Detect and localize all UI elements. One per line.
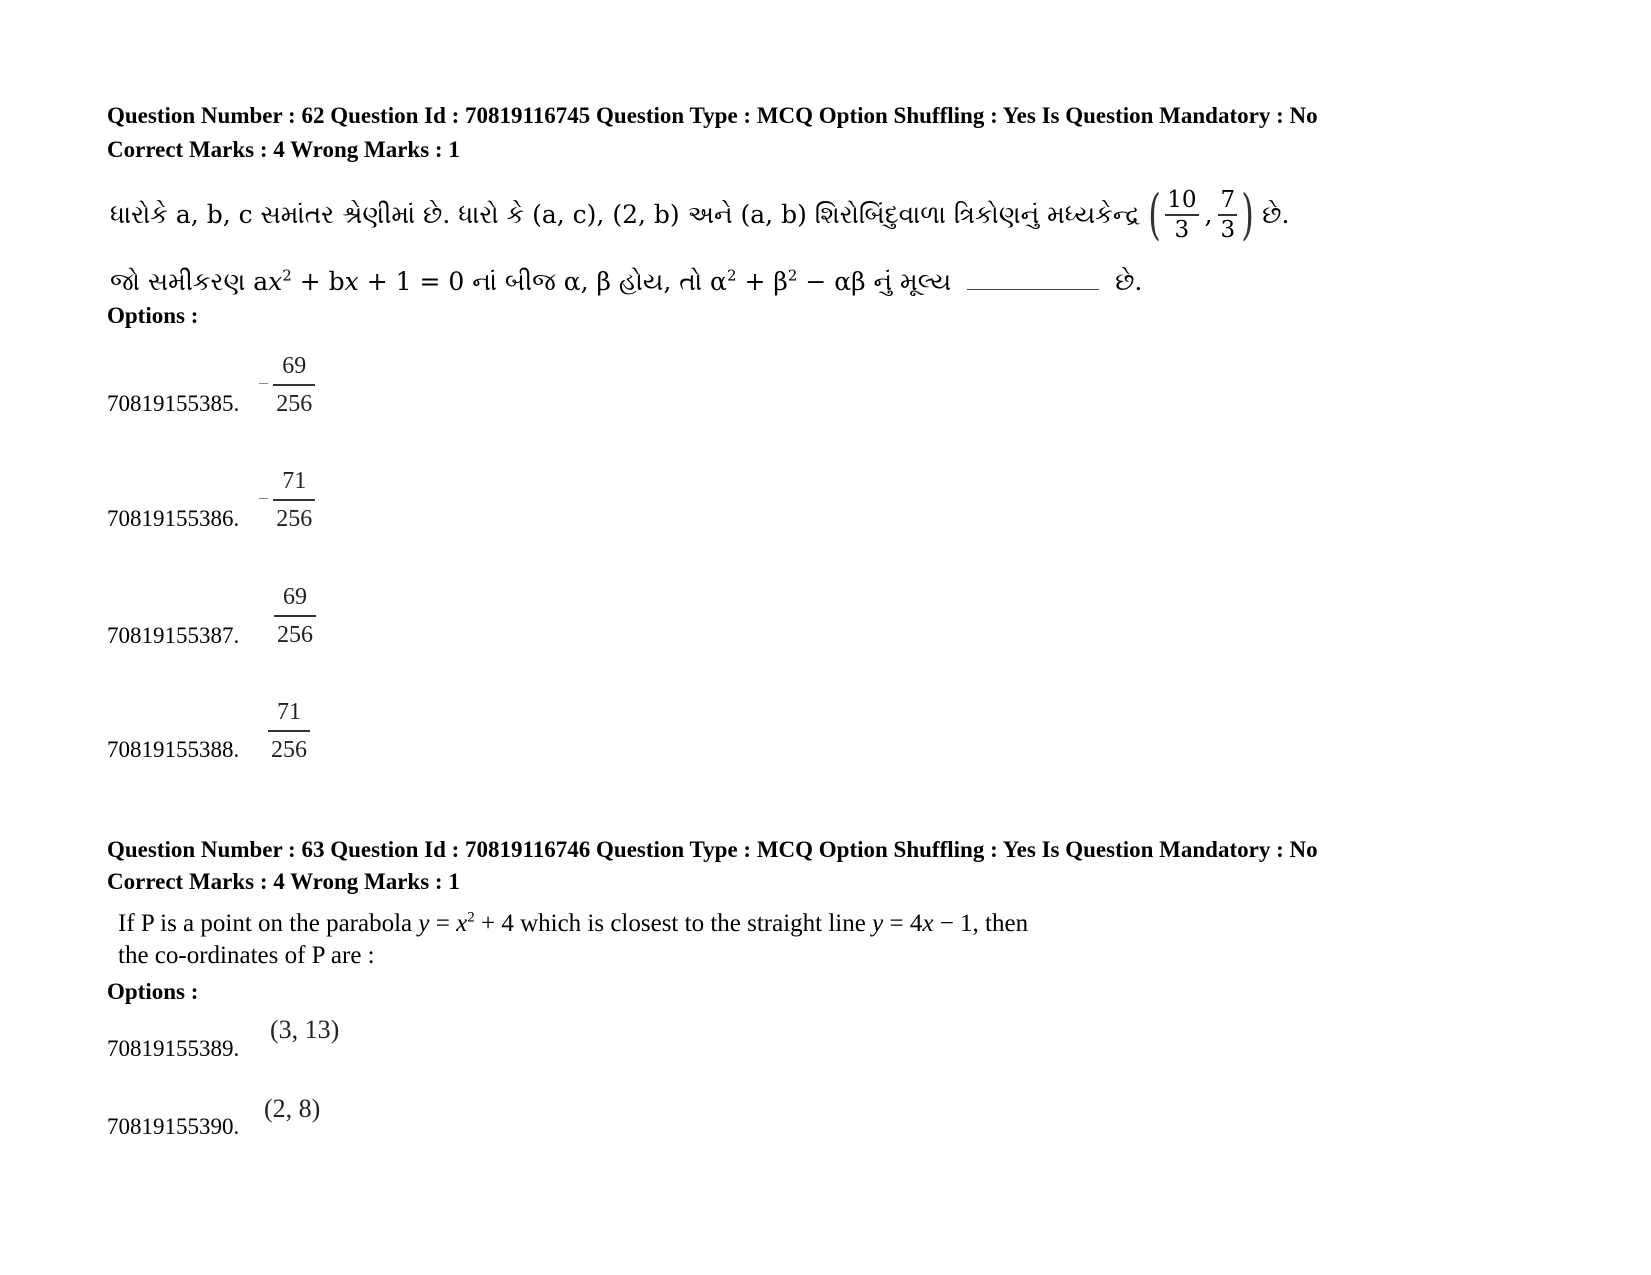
q63-option-1-value: (3, 13) bbox=[270, 1015, 340, 1044]
q62-option-3-num: 69 bbox=[283, 584, 307, 610]
q63-meta-line: Question Number : 63 Question Id : 70819116746 Question Type : MCQ Option Shuffling : Yes Is Question Mandatory : No bbox=[107, 837, 1318, 862]
q62-option-2-num: 71 bbox=[282, 468, 307, 494]
q63-option-2-value: (2, 8) bbox=[264, 1094, 321, 1123]
q62-line2-part-b: + b bbox=[299, 267, 345, 296]
q62-line1-end: છે. bbox=[1262, 200, 1290, 229]
q63-question-line-2: the co-ordinates of P are : bbox=[118, 942, 375, 969]
q63-var-y2: y bbox=[872, 910, 884, 937]
centroid-x-num: 10 bbox=[1167, 187, 1197, 214]
q62-option-2-fraction bbox=[258, 467, 315, 533]
centroid-y-fraction bbox=[1218, 188, 1237, 242]
q62-option-4-fraction bbox=[264, 698, 310, 764]
q62-line2-end: છે. bbox=[1115, 267, 1143, 296]
q62-line1-text: ધારોકે a, b, c સમાંતર શ્રેણીમાં છે. ધારો કે (a, c), (2, b) અને (a, b) શિરોબિંદુવાળા ત્રિકોણનું મધ્યકેન્દ્ર bbox=[110, 200, 1141, 229]
q62-meta-line: Question Number : 62 Question Id : 70819116745 Question Type : MCQ Option Shuffling : Yes Is Question Mandatory : No bbox=[107, 103, 1318, 128]
q63-line1-part-d: = 4 bbox=[883, 910, 923, 937]
centroid-x-den: 3 bbox=[1174, 216, 1190, 243]
q62-question-line-2 bbox=[110, 266, 1142, 298]
q62-centroid: ( 10 3 , 7 3 ) bbox=[1148, 183, 1254, 246]
q62-sup-1: 2 bbox=[282, 266, 292, 285]
q63-marks-line: Correct Marks : 4 Wrong Marks : 1 bbox=[107, 869, 460, 894]
q62-question-line-1 bbox=[110, 183, 1290, 246]
q62-option-3-fraction bbox=[270, 583, 316, 649]
q63-line1-part-b: = bbox=[429, 910, 457, 937]
q62-line2-part-d: + β bbox=[744, 267, 788, 296]
q63-sup: 2 bbox=[467, 909, 475, 926]
centroid-x-fraction bbox=[1165, 188, 1198, 242]
q62-sup-3: 2 bbox=[787, 266, 798, 285]
q62-option-1-sign: − bbox=[258, 373, 270, 396]
q63-option-1-id: 70819155389. bbox=[107, 1036, 240, 1061]
q62-option-3-den: 256 bbox=[277, 621, 313, 648]
q62-option-4-id: 70819155388. bbox=[107, 737, 240, 762]
q63-line1-part-a: If P is a point on the parabola bbox=[118, 910, 419, 937]
q62-var-x: x bbox=[268, 267, 283, 296]
q63-var-y: y bbox=[418, 910, 430, 937]
q63-var-x2: x bbox=[922, 910, 934, 937]
q62-option-1-den: 256 bbox=[276, 390, 313, 417]
q62-options-label: Options : bbox=[107, 303, 199, 328]
q62-sup-2: 2 bbox=[726, 266, 737, 285]
q62-var-x2: x bbox=[344, 267, 359, 296]
q62-option-2-den: 256 bbox=[276, 505, 313, 532]
q62-option-2-id: 70819155386. bbox=[107, 506, 240, 531]
q62-option-1-fraction bbox=[258, 352, 315, 418]
centroid-y-num: 7 bbox=[1220, 187, 1236, 214]
q62-option-3-id: 70819155387. bbox=[107, 623, 240, 648]
q62-option-2-sign: − bbox=[258, 488, 270, 511]
q63-question-line-1 bbox=[118, 908, 1028, 940]
q62-option-4-num: 71 bbox=[277, 699, 301, 725]
q62-option-1-num: 69 bbox=[282, 353, 307, 379]
q62-option-1-id: 70819155385. bbox=[107, 391, 240, 416]
q63-line1-part-e: − 1, then bbox=[933, 910, 1029, 937]
q62-line2-part-e: − αβ નું મૂલ્ય bbox=[805, 267, 952, 296]
q62-marks-line: Correct Marks : 4 Wrong Marks : 1 bbox=[107, 137, 460, 162]
q63-line1-part-c: + 4 which is closest to the straight line bbox=[474, 910, 873, 937]
q63-options-label: Options : bbox=[107, 979, 199, 1004]
q62-line2-part-a: જો સમીકરણ a bbox=[110, 267, 269, 296]
answer-blank bbox=[967, 269, 1099, 290]
centroid-y-den: 3 bbox=[1220, 216, 1236, 243]
q63-var-x: x bbox=[456, 910, 468, 937]
q63-option-2-id: 70819155390. bbox=[107, 1114, 240, 1139]
q62-line2-part-c: + 1 = 0 નાં બીજ α, β હોય, તો α bbox=[366, 267, 727, 296]
q62-option-4-den: 256 bbox=[271, 736, 307, 763]
